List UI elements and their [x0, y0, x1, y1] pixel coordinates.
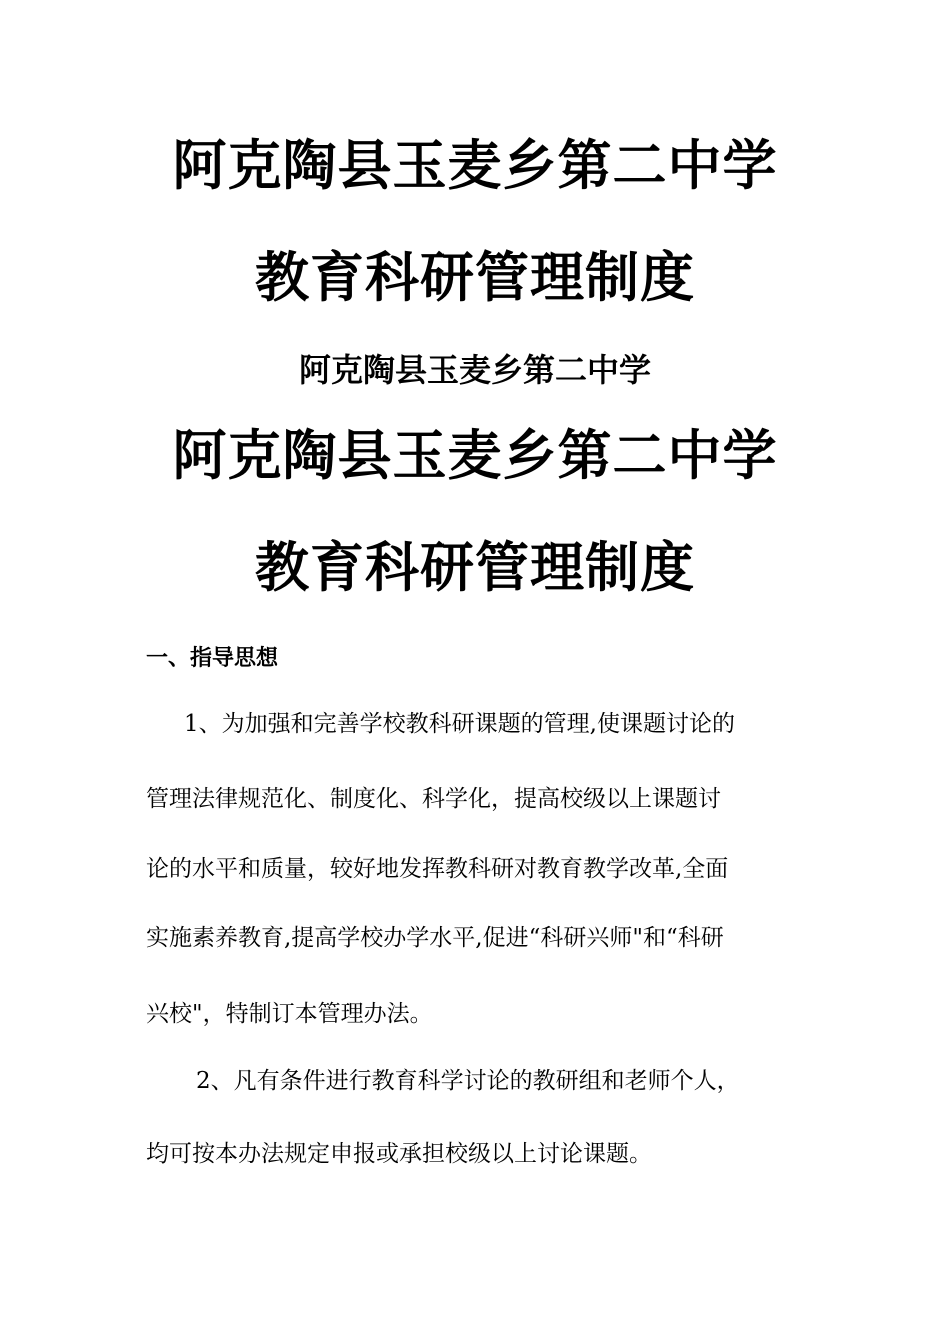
paragraph1-line: 兴校"，特制订本管理办法。	[146, 1001, 433, 1027]
document-title-repeat-line1: 阿克陶县玉麦乡第二中学	[172, 424, 778, 487]
paragraph1-line: 实施素养教育,提高学校办学水平,促进“科研兴师"和“科研	[146, 925, 724, 951]
paragraph1-line: 1、为加强和完善学校教科研课题的管理,使课题讨论的	[184, 711, 735, 737]
paragraph2-line: 2、凡有条件进行教育科学讨论的教研组和老师个人，	[196, 1068, 740, 1094]
paragraph1-line: 管理法律规范化、制度化、科学化，提高校级以上课题讨	[146, 786, 721, 812]
school-name: 阿克陶县玉麦乡第二中学	[298, 351, 651, 389]
paragraph1-line: 论的水平和质量，较好地发挥教科研对教育教学改革,全面	[146, 856, 729, 882]
section-heading-guiding-ideology: 一、指导思想	[146, 646, 279, 671]
paragraph2-line: 均可按本办法规定申报或承担校级以上讨论课题。	[146, 1141, 652, 1167]
document-title-repeat-line2: 教育科研管理制度	[255, 536, 695, 599]
document-title-line2: 教育科研管理制度	[255, 246, 695, 309]
document-title-line1: 阿克陶县玉麦乡第二中学	[172, 134, 778, 197]
